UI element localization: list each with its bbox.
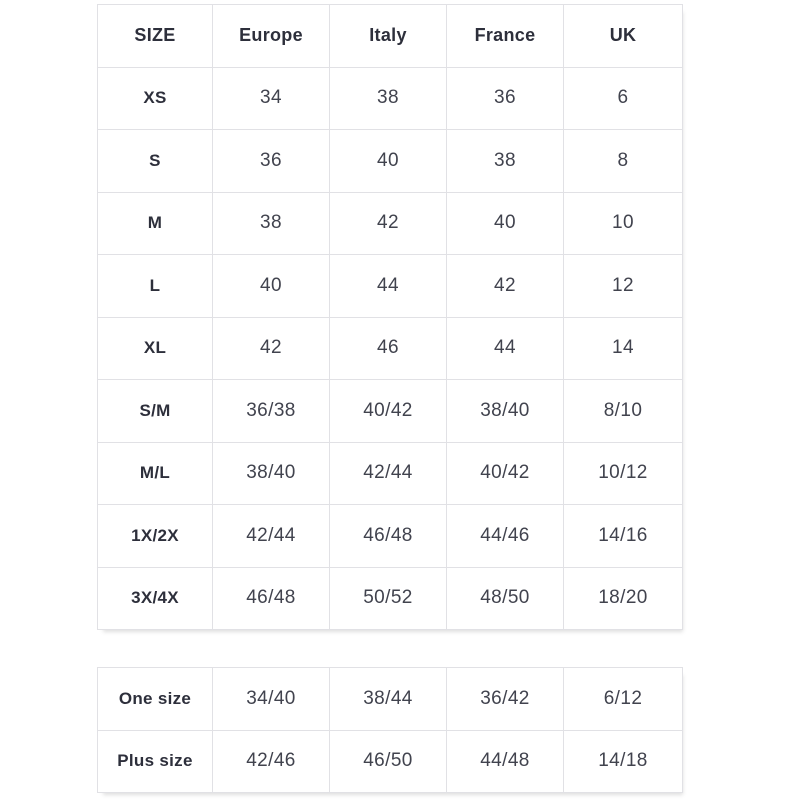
- cell-italy: 40/42: [330, 380, 447, 443]
- row-label: S: [98, 130, 213, 193]
- cell-italy: 38/44: [330, 668, 447, 731]
- table-row-m-l: [98, 442, 683, 505]
- column-header-uk: UK: [564, 5, 683, 68]
- cell-france: 40: [447, 192, 564, 255]
- cell-europe: 42/44: [213, 505, 330, 568]
- cell-france: 38/40: [447, 380, 564, 443]
- cell-italy: 44: [330, 255, 447, 318]
- cell-europe: 46/48: [213, 567, 330, 630]
- cell-france: 44: [447, 317, 564, 380]
- cell-uk: 14/18: [564, 730, 683, 793]
- cell-italy: 46/50: [330, 730, 447, 793]
- cell-italy: 38: [330, 67, 447, 130]
- cell-italy: 42: [330, 192, 447, 255]
- cell-uk: 8/10: [564, 380, 683, 443]
- column-header-france: France: [447, 5, 564, 68]
- table-row-one-size: [98, 668, 683, 731]
- table-row-l: [98, 255, 683, 318]
- table-row-3x-4x: [98, 567, 683, 630]
- cell-europe: 34/40: [213, 668, 330, 731]
- cell-france: 38: [447, 130, 564, 193]
- main-size-table-container: [97, 4, 682, 630]
- cell-uk: 6: [564, 67, 683, 130]
- cell-italy: 46: [330, 317, 447, 380]
- cell-europe: 36/38: [213, 380, 330, 443]
- cell-italy: 50/52: [330, 567, 447, 630]
- cell-uk: 6/12: [564, 668, 683, 731]
- cell-france: 40/42: [447, 442, 564, 505]
- cell-italy: 40: [330, 130, 447, 193]
- cell-uk: 14: [564, 317, 683, 380]
- cell-france: 36: [447, 67, 564, 130]
- row-label: 3X/4X: [98, 567, 213, 630]
- cell-france: 44/46: [447, 505, 564, 568]
- cell-europe: 34: [213, 67, 330, 130]
- cell-italy: 46/48: [330, 505, 447, 568]
- column-header-italy: Italy: [330, 5, 447, 68]
- cell-europe: 42: [213, 317, 330, 380]
- special-size-table: [97, 667, 683, 793]
- cell-europe: 38: [213, 192, 330, 255]
- cell-france: 36/42: [447, 668, 564, 731]
- table-row-s-m: [98, 380, 683, 443]
- table-row-s: [98, 130, 683, 193]
- column-header-size: SIZE: [98, 5, 213, 68]
- row-label: XL: [98, 317, 213, 380]
- row-label: Plus size: [98, 730, 213, 793]
- header-row: [98, 5, 683, 68]
- row-label: M/L: [98, 442, 213, 505]
- cell-europe: 38/40: [213, 442, 330, 505]
- cell-uk: 14/16: [564, 505, 683, 568]
- column-header-europe: Europe: [213, 5, 330, 68]
- row-label: 1X/2X: [98, 505, 213, 568]
- cell-italy: 42/44: [330, 442, 447, 505]
- row-label: M: [98, 192, 213, 255]
- cell-france: 48/50: [447, 567, 564, 630]
- cell-europe: 40: [213, 255, 330, 318]
- cell-uk: 8: [564, 130, 683, 193]
- row-label: XS: [98, 67, 213, 130]
- table-row-xl: [98, 317, 683, 380]
- table-row-m: [98, 192, 683, 255]
- cell-france: 44/48: [447, 730, 564, 793]
- special-size-table-container: [97, 667, 682, 793]
- table-row-xs: [98, 67, 683, 130]
- cell-uk: 10/12: [564, 442, 683, 505]
- row-label: S/M: [98, 380, 213, 443]
- cell-europe: 36: [213, 130, 330, 193]
- main-size-table: [97, 4, 683, 630]
- cell-uk: 10: [564, 192, 683, 255]
- table-row-plus-size: [98, 730, 683, 793]
- row-label: One size: [98, 668, 213, 731]
- table-row-1x-2x: [98, 505, 683, 568]
- row-label: L: [98, 255, 213, 318]
- cell-uk: 12: [564, 255, 683, 318]
- cell-europe: 42/46: [213, 730, 330, 793]
- cell-france: 42: [447, 255, 564, 318]
- cell-uk: 18/20: [564, 567, 683, 630]
